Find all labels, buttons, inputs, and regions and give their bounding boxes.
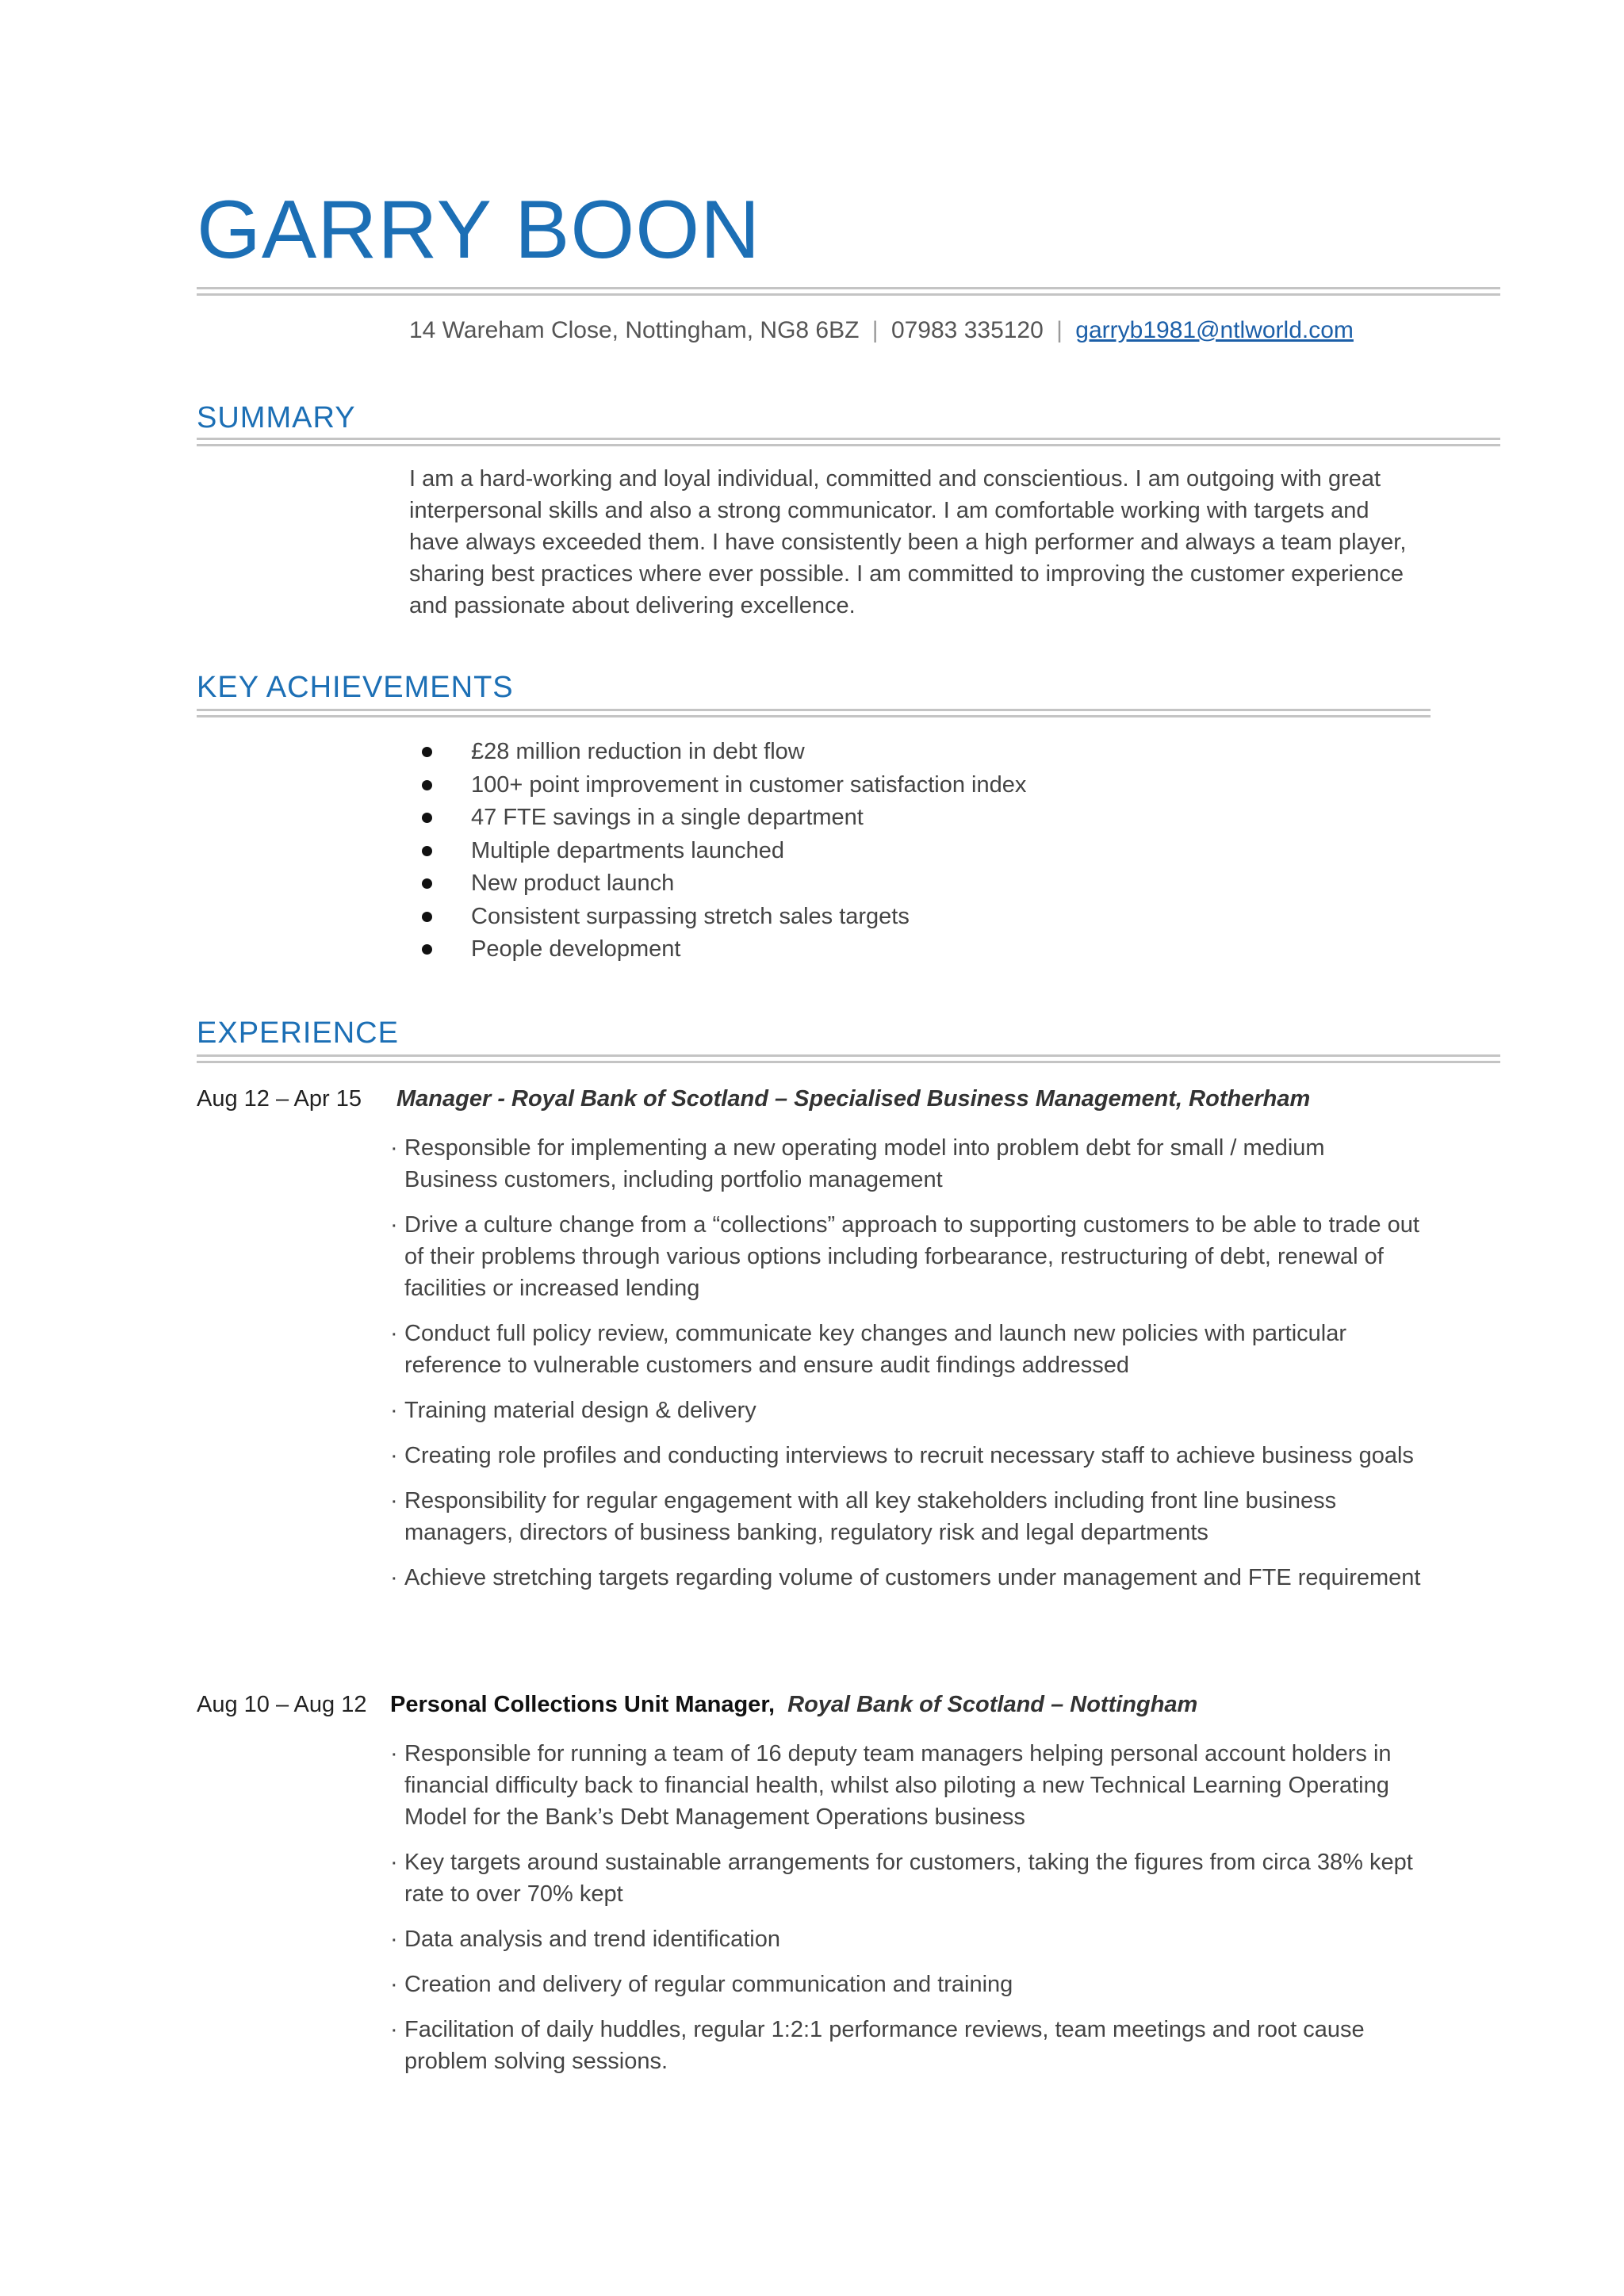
responsibility-item xyxy=(390,1923,1421,1955)
responsibility-text: Responsible for implementing a new operating model into problem debt for small / medium Business customers, including portfolio management xyxy=(404,1135,1325,1192)
bullet-mark: · xyxy=(390,1212,398,1238)
bullet-mark: · xyxy=(390,1972,398,1997)
achievement-item xyxy=(409,901,1026,934)
responsibility-item xyxy=(390,1562,1421,1594)
bullet-mark: · xyxy=(390,1741,398,1766)
responsibility-text: Key targets around sustainable arrangements for customers, taking the figures from circa 38% kept rate to over 70% kept xyxy=(404,1850,1413,1907)
achievements-list xyxy=(409,736,1026,966)
achievement-item xyxy=(409,867,1026,901)
bullet-mark: · xyxy=(390,1321,398,1346)
bullet-mark: · xyxy=(390,1135,398,1161)
contact-email-link[interactable]: garryb1981@ntlworld.com xyxy=(1075,317,1354,343)
bullet-icon xyxy=(422,846,432,856)
job-dates: Aug 10 – Aug 12 xyxy=(197,1692,367,1717)
bullet-icon xyxy=(422,944,432,955)
achievement-text: People development xyxy=(471,936,681,962)
achievement-text: 47 FTE savings in a single department xyxy=(471,805,864,830)
job-title xyxy=(390,1692,1197,1718)
achievement-item xyxy=(409,933,1026,966)
achievement-text: Consistent surpassing stretch sales targets xyxy=(471,903,910,929)
job-title xyxy=(396,1086,1310,1112)
bullet-mark: · xyxy=(390,1398,398,1423)
bullet-mark: · xyxy=(390,1850,398,1875)
responsibility-item xyxy=(390,1132,1421,1196)
bullet-icon xyxy=(422,813,432,823)
responsibility-item xyxy=(390,1209,1421,1304)
achievement-text: £28 million reduction in debt flow xyxy=(471,739,805,764)
responsibility-item xyxy=(390,1738,1421,1833)
bullet-icon xyxy=(422,780,432,790)
achievements-heading: KEY ACHIEVEMENTS xyxy=(197,671,514,704)
contact-line xyxy=(409,317,1354,344)
contact-separator: | xyxy=(871,317,879,343)
job-title-text: Manager - Royal Bank of Scotland – Specialised Business Management, Rotherham xyxy=(396,1086,1311,1112)
contact-phone: 07983 335120 xyxy=(891,317,1044,343)
responsibility-text: Responsibility for regular engagement with all key stakeholders including front line business managers, directors of business banking, regulatory risk and legal departments xyxy=(404,1488,1337,1545)
achievement-item xyxy=(409,736,1026,769)
header-divider xyxy=(197,287,1500,296)
responsibility-text: Achieve stretching targets regarding volume of customers under management and FTE requirement xyxy=(404,1565,1421,1590)
responsibility-item xyxy=(390,1395,1421,1426)
responsibility-item xyxy=(390,1485,1421,1548)
experience-divider xyxy=(197,1054,1500,1063)
achievement-item xyxy=(409,769,1026,802)
bullet-icon xyxy=(422,878,432,889)
bullet-icon xyxy=(422,747,432,757)
summary-divider xyxy=(197,438,1500,446)
summary-text: I am a hard-working and loyal individual, committed and conscientious. I am outgoing with great interpersonal skills and also a strong communicator. I am comfortable working with targets and have always exceeded them. I have consistently been a high performer and always a team player, sharing best practices where ever possible. I am committed to improving the customer experience and passionate about delivering excellence. xyxy=(409,466,1407,618)
responsibility-text: Conduct full policy review, communicate key changes and launch new policies with particular reference to vulnerable customers and ensure audit findings addressed xyxy=(404,1321,1346,1378)
bullet-icon xyxy=(422,912,432,922)
job-responsibilities xyxy=(390,1738,1421,2091)
job-title-employer: Royal Bank of Scotland – Nottingham xyxy=(787,1692,1198,1717)
achievement-text: Multiple departments launched xyxy=(471,837,784,863)
responsibility-text: Data analysis and trend identification xyxy=(404,1927,780,1952)
responsibility-item xyxy=(390,1846,1421,1910)
job-dates: Aug 12 – Apr 15 xyxy=(197,1086,362,1112)
bullet-mark: · xyxy=(390,1488,398,1513)
achievement-text: 100+ point improvement in customer satisfaction index xyxy=(471,771,1027,798)
responsibility-text: Creation and delivery of regular communication and training xyxy=(404,1972,1013,1997)
bullet-mark: · xyxy=(390,1565,398,1590)
responsibility-item xyxy=(390,1969,1421,2000)
experience-heading: EXPERIENCE xyxy=(197,1016,399,1050)
achievement-text: New product launch xyxy=(471,871,675,896)
achievements-divider xyxy=(197,709,1431,718)
summary-heading: SUMMARY xyxy=(197,401,356,434)
bullet-mark: · xyxy=(390,2017,398,2042)
responsibility-text: Drive a culture change from a “collections” approach to supporting customers to be able to trade out of their problems through various options including forbearance, restructuring of debt, renewal of facilities or increased lending xyxy=(404,1212,1419,1301)
responsibility-text: Facilitation of daily huddles, regular 1:2:1 performance reviews, team meetings and root cause problem solving sessions. xyxy=(404,2017,1365,2074)
contact-address: 14 Wareham Close, Nottingham, NG8 6BZ xyxy=(409,317,860,343)
responsibility-item xyxy=(390,1440,1421,1471)
achievement-item xyxy=(409,802,1026,835)
achievement-item xyxy=(409,835,1026,868)
bullet-mark: · xyxy=(390,1927,398,1952)
responsibility-text: Creating role profiles and conducting interviews to recruit necessary staff to achieve business goals xyxy=(404,1443,1414,1468)
job-title-role: Personal Collections Unit Manager, xyxy=(390,1692,776,1717)
contact-separator: | xyxy=(1056,317,1063,343)
candidate-name: GARRY BOON xyxy=(197,184,761,276)
responsibility-item xyxy=(390,1318,1421,1381)
responsibility-item xyxy=(390,2014,1421,2077)
responsibility-text: Training material design & delivery xyxy=(404,1398,756,1423)
bullet-mark: · xyxy=(390,1443,398,1468)
job-responsibilities xyxy=(390,1132,1421,1607)
responsibility-text: Responsible for running a team of 16 deputy team managers helping personal account holders in financial difficulty back to financial health, whilst also piloting a new Technical Learning Operating Model for the Bank’s Debt Management Operations business xyxy=(404,1741,1392,1830)
